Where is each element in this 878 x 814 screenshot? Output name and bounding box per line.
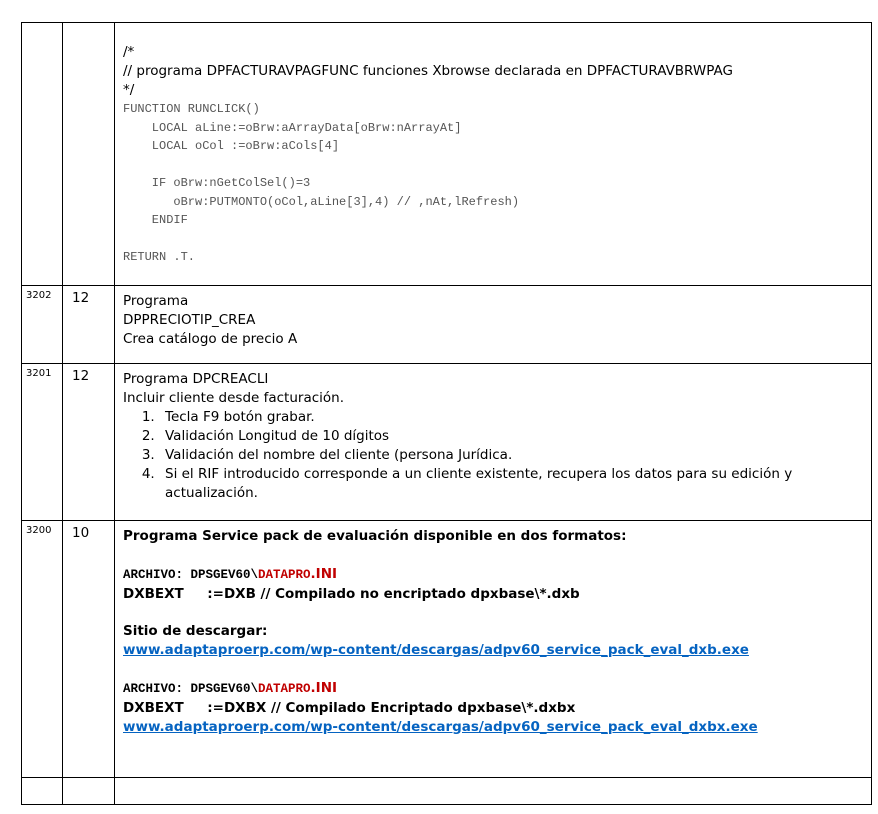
comment-line: // programa DPFACTURAVPAGFUNC funciones Xbrowse declarada en DPFACTURAVBRWPAG <box>123 63 733 79</box>
text-line: DPPRECIOTIP_CREA <box>123 312 256 328</box>
text-line: Programa <box>123 293 189 309</box>
code-line: FUNCTION RUNCLICK() <box>123 102 260 116</box>
row-version: 12 <box>63 286 115 364</box>
row-content <box>115 364 872 521</box>
text-line: Incluir cliente desde facturación. <box>123 390 345 406</box>
changelog-table <box>21 22 872 805</box>
archivo-line: ARCHIVO: DPSGEV60\DATAPRO.INI <box>123 565 338 582</box>
code-line: ENDIF <box>123 213 188 227</box>
list-item: 1. Tecla F9 botón grabar. <box>159 408 863 427</box>
download-link-dxb[interactable]: www.adaptaproerp.com/wp-content/descargas/adpv60_service_pack_eval_dxb.exe <box>123 642 749 658</box>
row-id: 3200 <box>22 521 63 778</box>
table-row <box>22 286 872 364</box>
list-item: 4. Si el RIF introducido corresponde a un cliente existente, recupera los datos para su edición y actualización. <box>159 465 863 503</box>
row-content <box>115 286 872 364</box>
numbered-list <box>123 408 863 503</box>
text-line: Crea catálogo de precio A <box>123 331 298 347</box>
table-row <box>22 521 872 778</box>
code-line: IF oBrw:nGetColSel()=3 <box>123 176 311 190</box>
row-id: 3202 <box>22 286 63 364</box>
table-row <box>22 364 872 521</box>
row-content <box>115 521 872 778</box>
download-label: Sitio de descargar: <box>123 623 268 639</box>
comment-line: /* <box>123 44 135 60</box>
row-version <box>63 778 115 805</box>
code-block <box>123 100 863 267</box>
table-row <box>22 23 872 286</box>
row-id <box>22 23 63 286</box>
row-version: 12 <box>63 364 115 521</box>
code-line: LOCAL oCol :=oBrw:aCols[4] <box>123 139 340 153</box>
table-row <box>22 778 872 805</box>
code-line: LOCAL aLine:=oBrw:aArrayData[oBrw:nArrayAt] <box>123 120 462 135</box>
dxbext-line: DXBEXT :=DXBX // Compilado Encriptado dpxbase\*.dxbx <box>123 699 576 716</box>
row-content <box>115 778 872 805</box>
row-id <box>22 778 63 805</box>
row-content <box>115 23 872 286</box>
row-id: 3201 <box>22 364 63 521</box>
row-version: 10 <box>63 521 115 778</box>
download-link-dxbx[interactable]: www.adaptaproerp.com/wp-content/descargas/adpv60_service_pack_eval_dxbx.exe <box>123 718 758 735</box>
row-version <box>63 23 115 286</box>
list-item: 2. Validación Longitud de 10 dígitos <box>159 427 863 446</box>
code-line: RETURN .T. <box>123 250 196 264</box>
comment-line: */ <box>123 82 135 98</box>
code-line: oBrw:PUTMONTO(oCol,aLine[3],4) // ,nAt,lRefresh) <box>123 194 520 209</box>
text-line: Programa DPCREACLI <box>123 371 269 387</box>
section-heading: Programa Service pack de evaluación disponible en dos formatos: <box>123 528 627 544</box>
list-item: 3. Validación del nombre del cliente (persona Jurídica. <box>159 446 863 465</box>
dxbext-line: DXBEXT :=DXB // Compilado no encriptado dpxbase\*.dxb <box>123 585 580 602</box>
archivo-line: ARCHIVO: DPSGEV60\DATAPRO.INI <box>123 679 338 696</box>
